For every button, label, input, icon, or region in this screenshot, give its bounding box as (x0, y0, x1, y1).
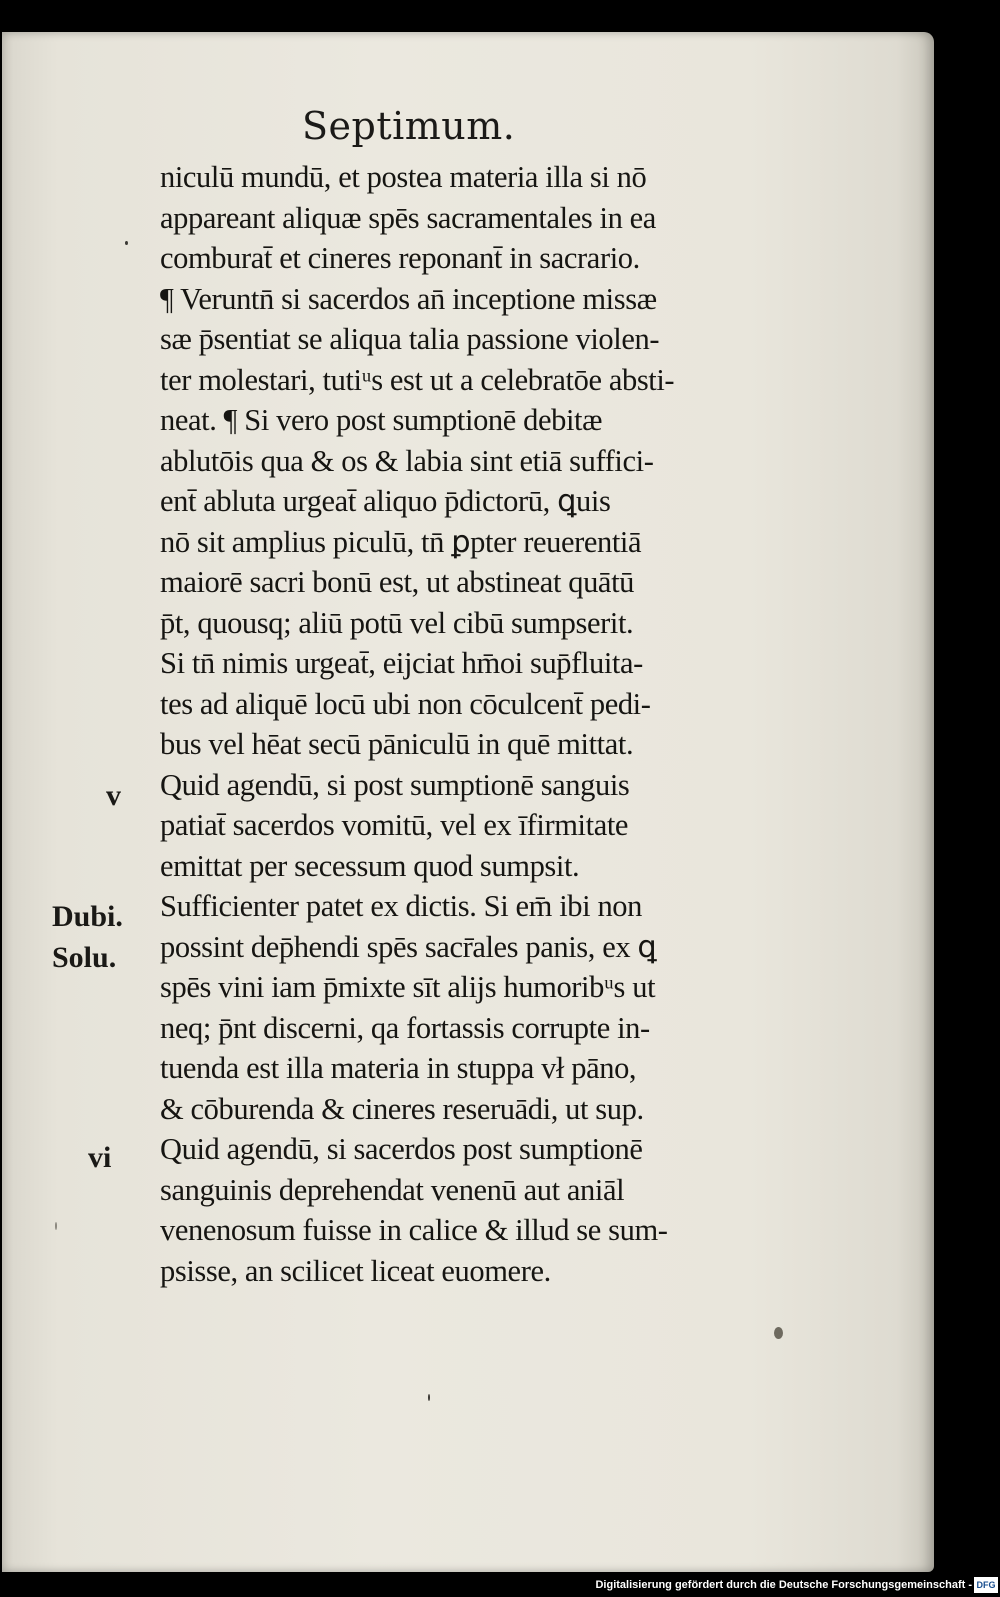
margin-note-solu: Solu. (52, 941, 117, 974)
text-line: maiorē sacri bonū est, ut abstineat quātū (160, 565, 634, 599)
ink-speck (55, 1222, 57, 1230)
text-line: possint dep̄hendi spēs sacr̄ales panis, ex ꝗ (160, 929, 657, 964)
text-line: sanguinis deprehendat venenū aut aniāl (160, 1172, 625, 1207)
ink-speck (125, 241, 128, 245)
text-line: appareant aliquæ spēs sacramentales in ea (160, 200, 656, 235)
margin-note-dubi: Dubi. (52, 900, 123, 933)
text-line: Si tn̄ nimis urgeat̄, eijciat hm̄oi sup̄fluita- (160, 646, 643, 680)
text-line: comburat̄ et cineres reponant̄ in sacrario. (160, 241, 640, 275)
text-line: spēs vini iam p̄mixte sīt alijs humoribᵘs ut (160, 970, 656, 1004)
text-line: venenosum fuisse in calice & illud se sum- (160, 1213, 668, 1247)
ink-speck (428, 1394, 430, 1401)
text-line: niculū mundū, et postea materia illa si nō (160, 160, 647, 194)
text-line: tes ad aliquē locū ubi non cōculcent̄ pedi- (160, 686, 651, 721)
text-line: Quid agendū, si sacerdos post sumptionē (160, 1132, 643, 1166)
margin-note-vi: vi (88, 1141, 112, 1174)
text-line: neq; p̄nt discerni, qa fortassis corrupte in- (160, 1010, 650, 1045)
text-line: psisse, an scilicet liceat euomere. (160, 1253, 551, 1288)
text-line: bus vel hēat secū pāniculū in quē mittat. (160, 727, 634, 761)
text-line: p̄t, quousq; aliū potū vel cibū sumpserit. (160, 605, 634, 640)
text-line: Sufficienter patet ex dictis. Si em̄ ibi non (160, 889, 642, 923)
text-line: ablutōis qua & os & labia sint etiā suffici- (160, 443, 654, 478)
margin-note-v: v (106, 779, 121, 812)
book-page (2, 32, 934, 1572)
text-line: sæ p̄sentiat se aliqua talia passione violen- (160, 322, 660, 356)
text-line: ¶ Veruntn̄ si sacerdos an̄ inceptione missæ (160, 281, 657, 316)
running-head: Septimum. (302, 104, 516, 148)
text-line: tuenda est illa materia in stuppa vł pāno, (160, 1051, 637, 1085)
digitization-credit: Digitalisierung gefördert durch die Deutsche Forschungsgemeinschaft - (595, 1579, 972, 1591)
text-line: emittat per secessum quod sumpsit. (160, 848, 580, 883)
text-line: nō sit amplius piculū, tn̄ ꝑpter reuerentiā (160, 524, 642, 559)
text-line: ter molestari, tutiᵘs est ut a celebratōe absti- (160, 362, 675, 397)
text-line: neat. ¶ Si vero post sumptionē debitæ (160, 403, 603, 437)
text-line: patiat̄ sacerdos vomitū, vel ex īfirmitate (160, 808, 629, 842)
dfg-logo: DFG (974, 1577, 998, 1593)
text-line: ent̄ abluta urgeat̄ aliquo p̄dictorū, ꝗuis (160, 484, 611, 518)
text-block (160, 157, 760, 1291)
text-line: Quid agendū, si post sumptionē sanguis (160, 767, 630, 802)
stain-mark (774, 1327, 783, 1339)
text-line: & cōburenda & cineres reseruādi, ut sup. (160, 1091, 644, 1126)
